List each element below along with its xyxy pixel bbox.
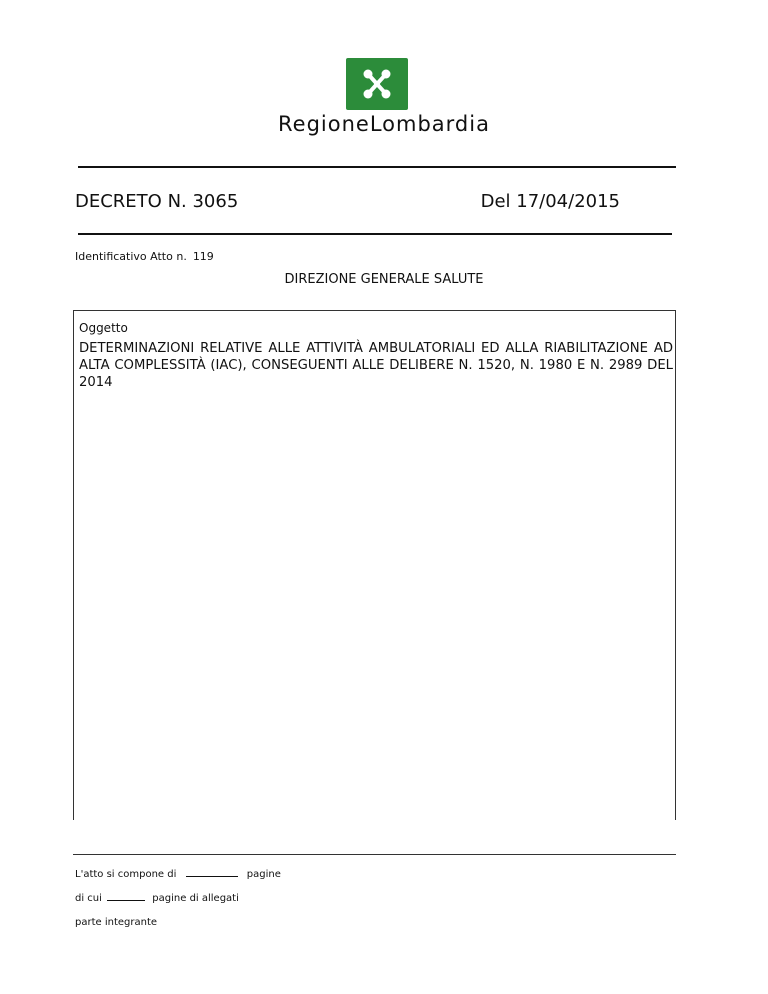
subject-box-left — [73, 310, 74, 820]
subject-text: DETERMINAZIONI RELATIVE ALLE ATTIVITÀ AMBULATORIALI ED ALLA RIABILITAZIONE AD ALTA COMPLESSITÀ (IAC), CONSEGUENTI ALLE DELIBERE N. 1520, N. 1980 E N. 2989 DEL 2014 — [79, 341, 673, 390]
subject-box-right — [675, 310, 676, 820]
header-divider — [78, 166, 676, 168]
act-identifier — [75, 250, 214, 263]
attachment-suffix: pagine di allegati — [152, 893, 239, 904]
act-identifier-value: 119 — [192, 250, 214, 263]
attachment-count-line — [75, 893, 239, 904]
footer-divider — [73, 854, 676, 855]
subject-label: Oggetto — [79, 321, 128, 335]
decree-divider — [78, 233, 672, 235]
page-count-prefix: L'atto si compone di — [75, 869, 177, 880]
act-identifier-label: Identificativo Atto n. — [75, 250, 187, 263]
page-count-blank — [186, 876, 238, 877]
subject-box-top — [73, 310, 676, 311]
general-directorate: DIREZIONE GENERALE SALUTE — [284, 272, 484, 287]
page-count-suffix: pagine — [246, 869, 281, 880]
brand-name: RegioneLombardia — [278, 112, 490, 136]
decree-date: Del 17/04/2015 — [480, 191, 620, 212]
decree-number: DECRETO N. 3065 — [75, 191, 239, 212]
lombardy-rose-icon — [346, 58, 408, 110]
integral-part-line: parte integrante — [75, 917, 158, 928]
page-count-line — [75, 869, 281, 880]
attachment-blank — [107, 900, 145, 901]
attachment-prefix: di cui — [75, 893, 102, 904]
